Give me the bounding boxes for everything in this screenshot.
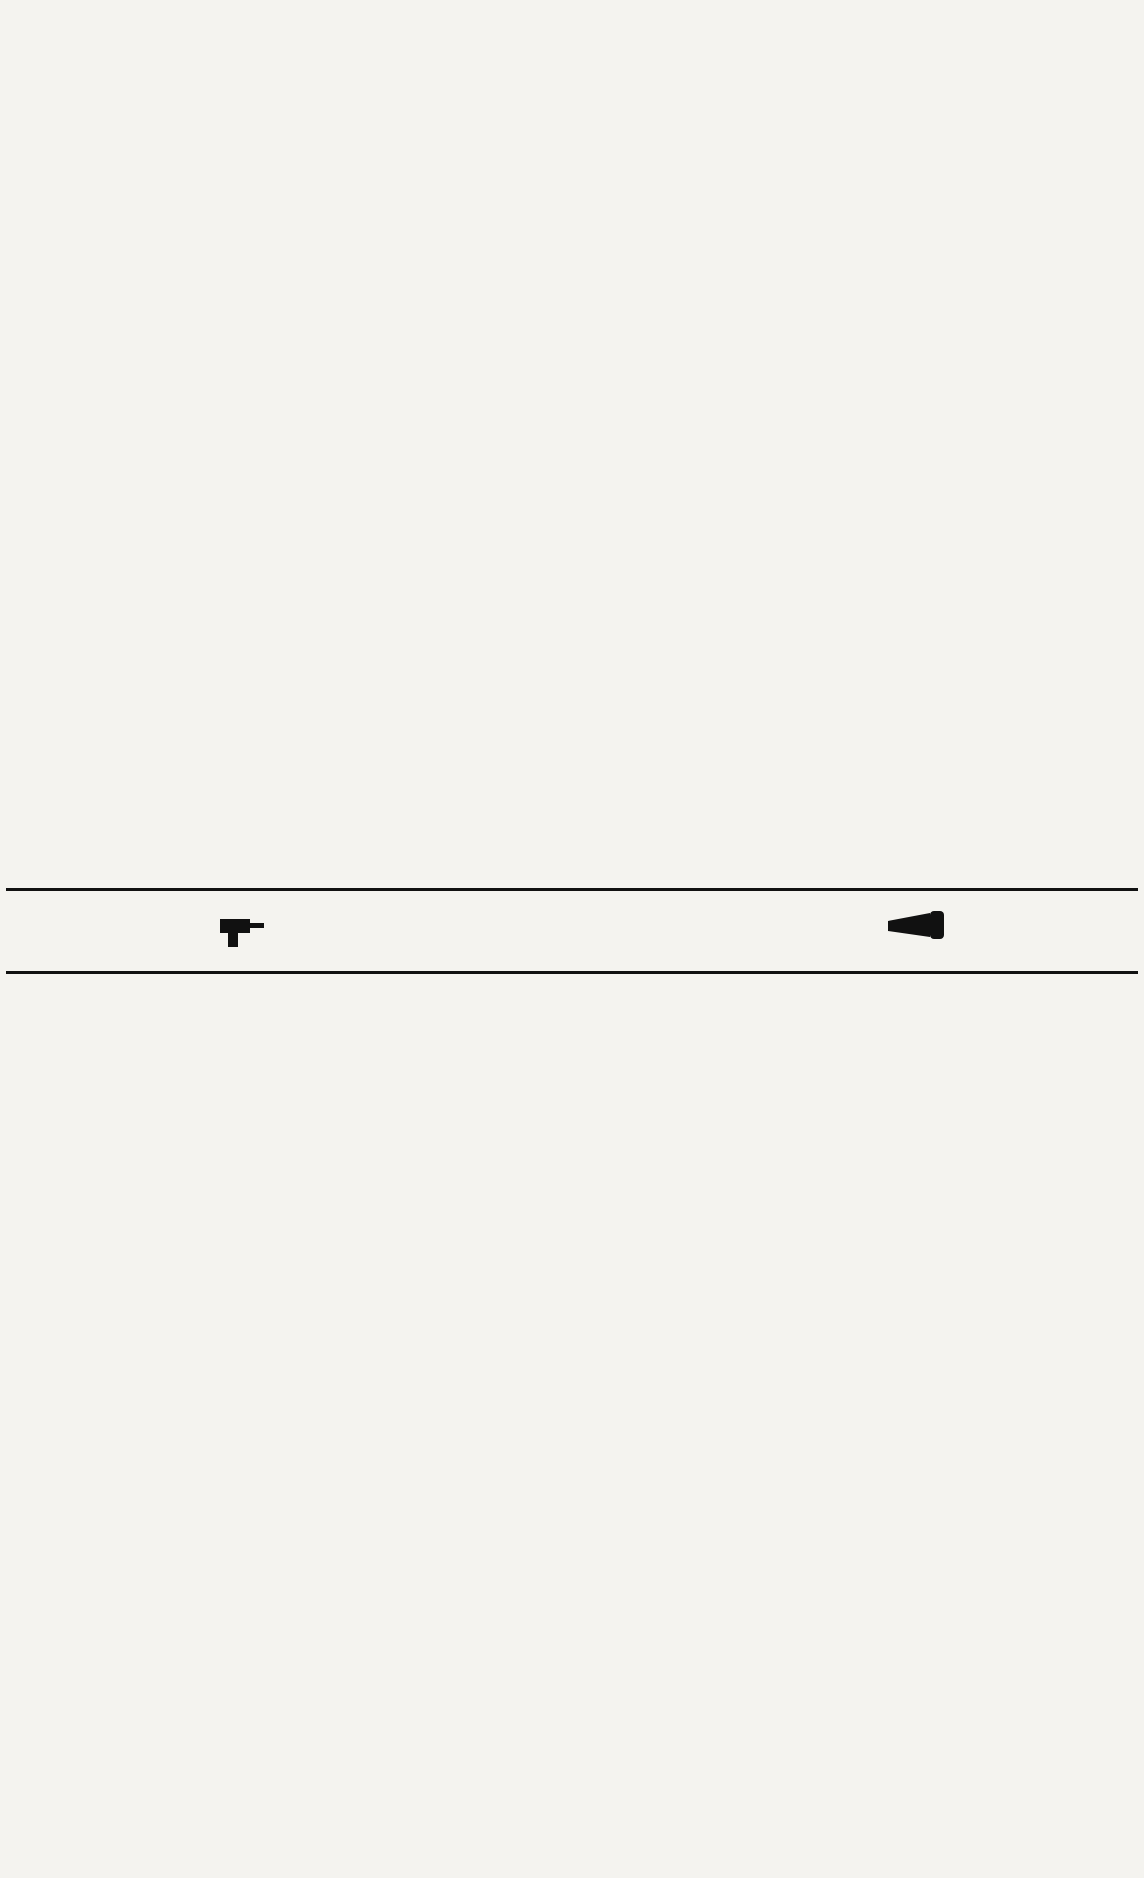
- classified-top-section: [6, 24, 1138, 864]
- saw-icon: [886, 901, 946, 951]
- page-header: [6, 4, 1138, 22]
- home-service-guide-listings: [6, 980, 1138, 1860]
- home-service-guide-banner: [6, 888, 1138, 974]
- hand-drill-icon: [216, 901, 266, 951]
